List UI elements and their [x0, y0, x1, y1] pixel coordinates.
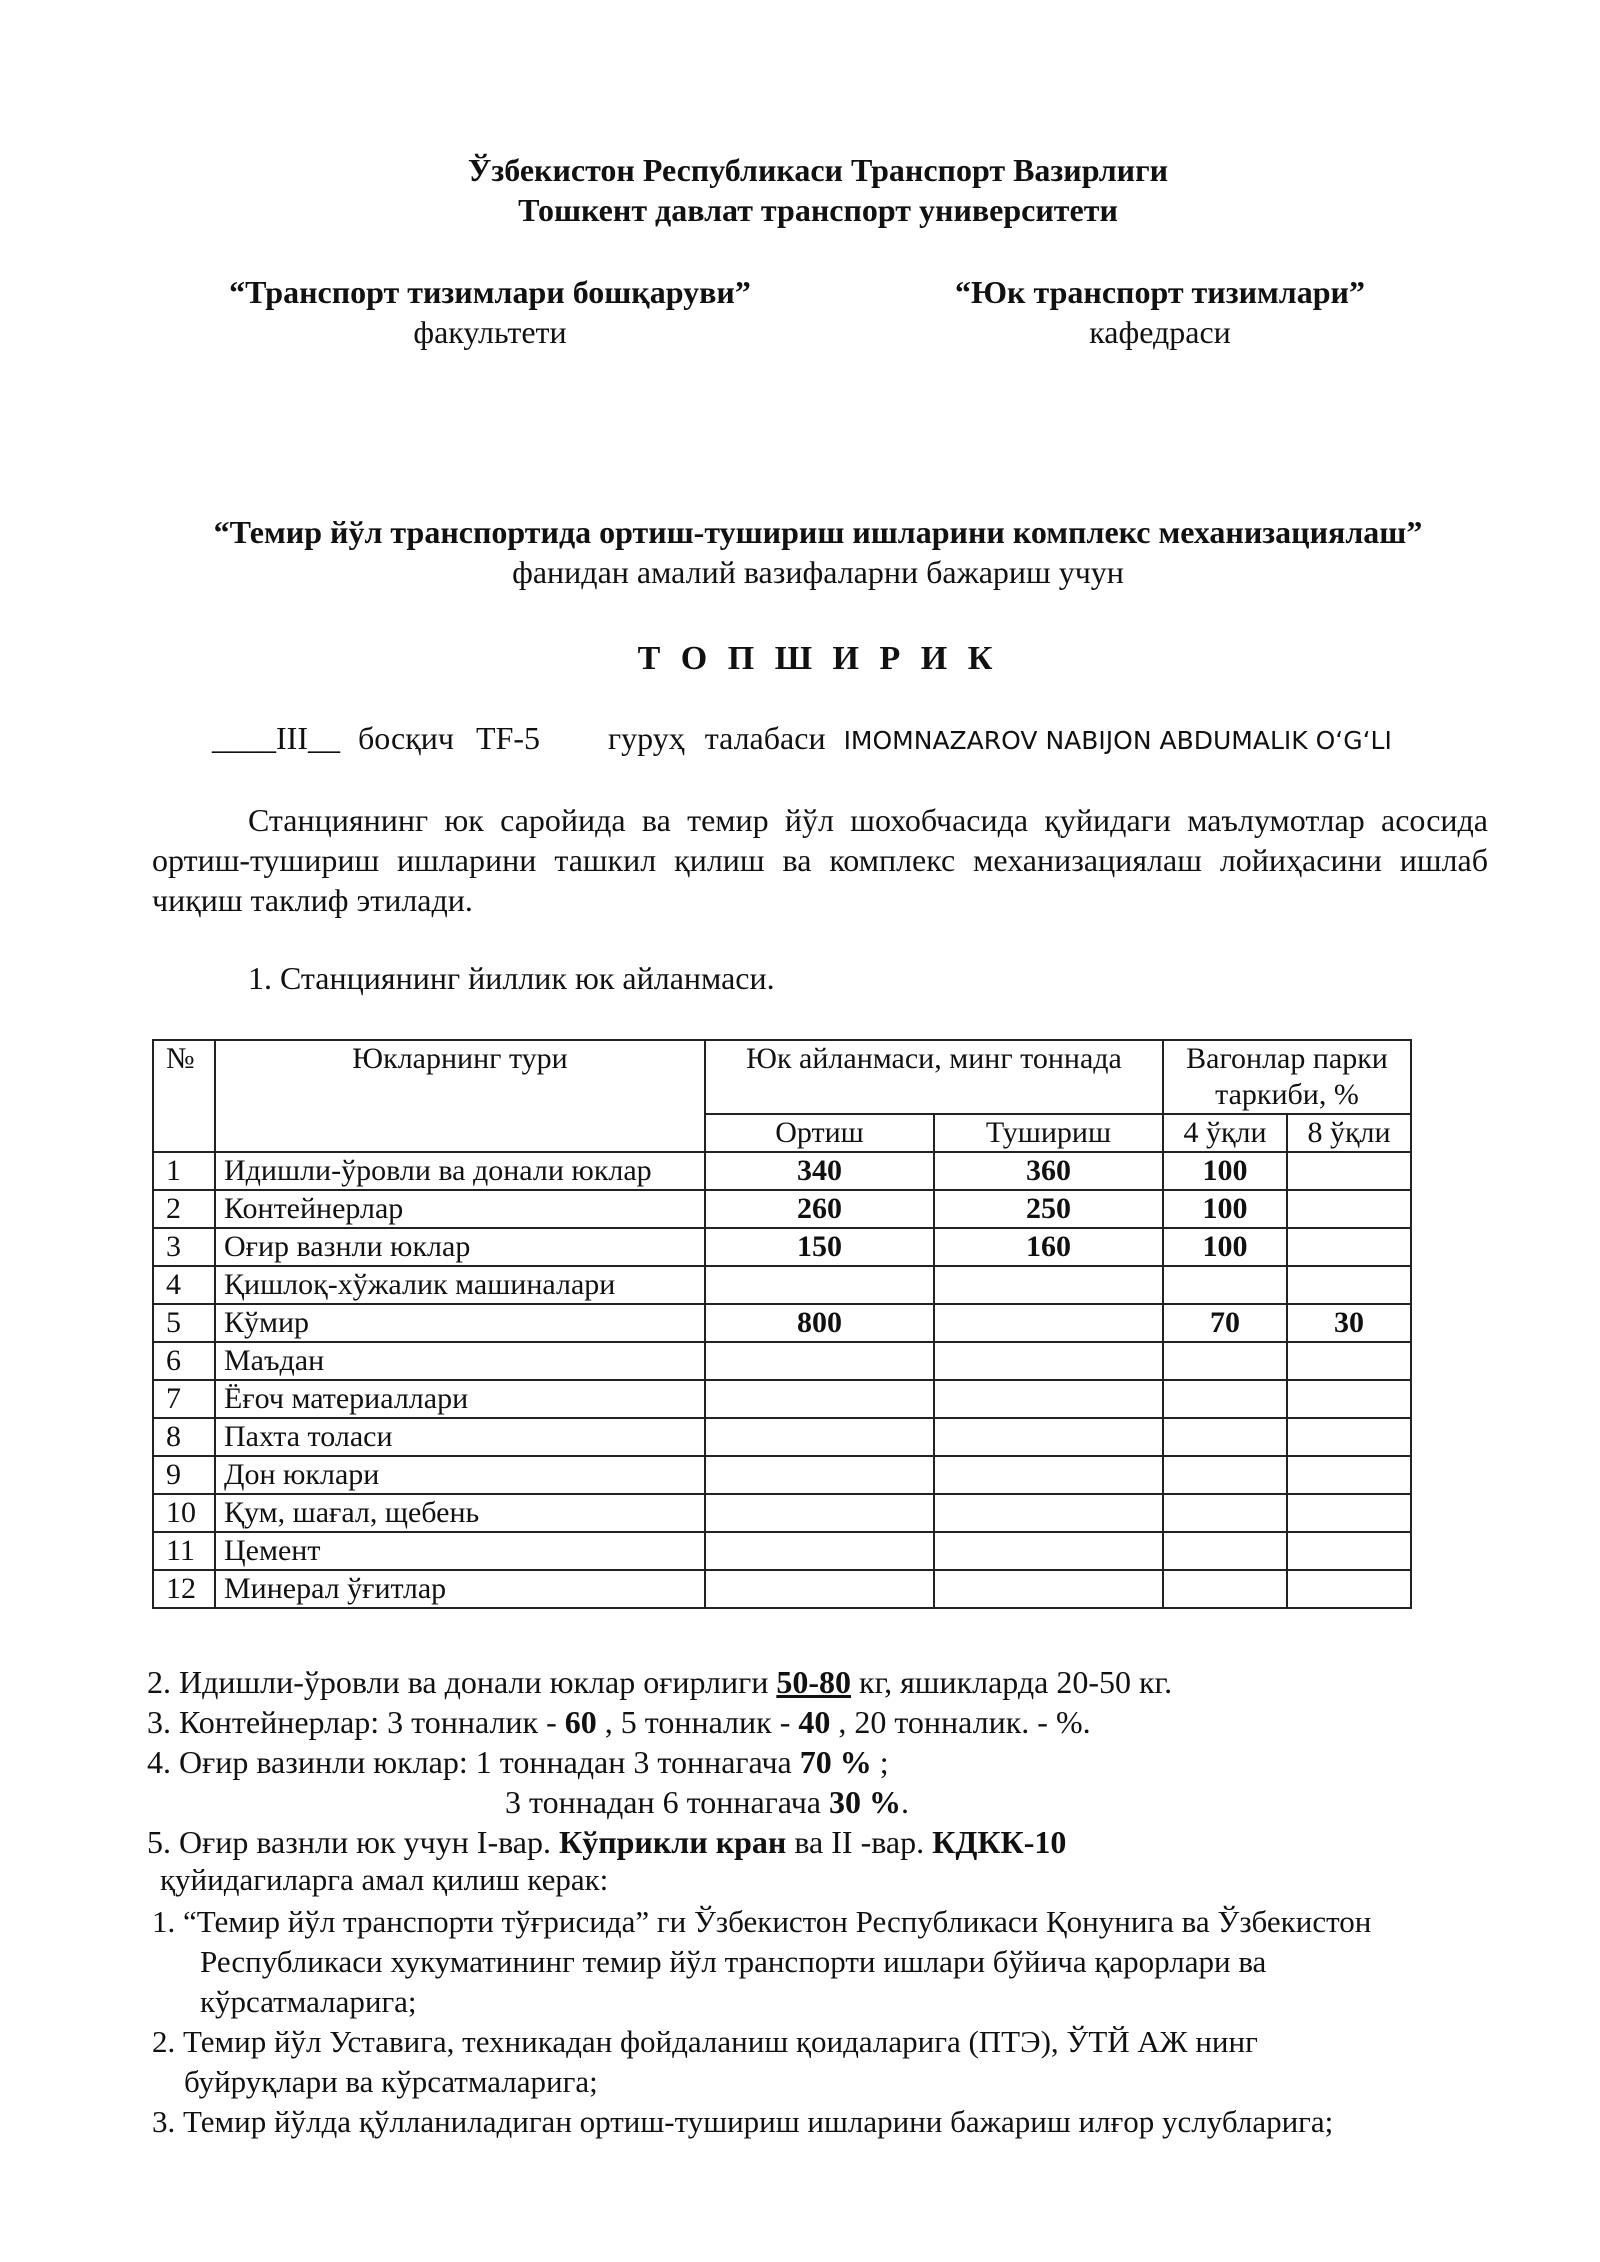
item3-line — [147, 1702, 1091, 1742]
item5-v1: Кўприкли кран — [558, 1824, 787, 1860]
rule-1-line2: Республикаси хукуматининг темир йўл транспорти ишлари бўйича қарорлари ва — [200, 1944, 1267, 1979]
item5-a: 5. Оғир вазнли юк учун I-вар. — [147, 1824, 559, 1860]
header-turnover: Юк айланмаси, минг тоннада — [705, 1040, 1163, 1114]
item2-line — [147, 1662, 1172, 1702]
row-number: 7 — [153, 1380, 215, 1418]
row-axle8: 30 — [1287, 1304, 1411, 1342]
row-cargo-type: Пахта толаси — [215, 1418, 705, 1456]
table-row — [153, 1570, 1411, 1608]
item4-line — [147, 1742, 889, 1782]
university-heading: Тошкент давлат транспорт университети — [518, 192, 1118, 228]
item5-line — [147, 1822, 1066, 1862]
row-axle4 — [1163, 1570, 1287, 1608]
row-axle8 — [1287, 1418, 1411, 1456]
student-name: IMOMNAZAROV NABIJON ABDUMALIK O‘G‘LI — [843, 726, 1392, 755]
faculty-label: факультети — [413, 314, 567, 350]
stage-value: III — [276, 720, 308, 756]
row-number: 9 — [153, 1456, 215, 1494]
row-axle4 — [1163, 1532, 1287, 1570]
row-axle8 — [1287, 1342, 1411, 1380]
row-axle4 — [1163, 1342, 1287, 1380]
item2-value: 50-80 — [776, 1664, 852, 1700]
row-axle4: 70 — [1163, 1304, 1287, 1342]
row-number: 5 — [153, 1304, 215, 1342]
table-row — [153, 1152, 1411, 1190]
stage-blank-before: ____ — [212, 720, 276, 756]
row-load — [705, 1494, 934, 1532]
item4-c: 3 тоннадан 6 тоннагача — [505, 1784, 829, 1820]
student-label: талабаси — [704, 720, 826, 756]
item4-v2: 30 % — [828, 1784, 901, 1820]
intro-text: Станциянинг юк саройида ва темир йўл шохобчасида қуйидаги маълумотлар асосида ортиш-тушириш ишларини ташкил қилиш ва комплекс механизациялаш лойиҳасини ишлаб чиқиш таклиф этилади. — [152, 802, 1488, 918]
row-cargo-type: Оғир вазнли юклар — [215, 1228, 705, 1266]
rule-1-line1: 1. “Темир йўл транспорти тўғрисида” ги Ўзбекистон Республикаси Қонунига ва Ўзбекистон — [152, 1904, 1372, 1939]
row-axle4: 100 — [1163, 1228, 1287, 1266]
table-row — [153, 1304, 1411, 1342]
row-load: 260 — [705, 1190, 934, 1228]
row-axle8 — [1287, 1266, 1411, 1304]
row-unload — [934, 1266, 1163, 1304]
row-load — [705, 1570, 934, 1608]
row-unload — [934, 1532, 1163, 1570]
row-cargo-type: Минерал ўғитлар — [215, 1570, 705, 1608]
faculty-name: “Транспорт тизимлари бошқаруви” — [229, 274, 751, 310]
group-value: TF-5 — [476, 720, 541, 756]
table-row — [153, 1266, 1411, 1304]
row-axle8 — [1287, 1380, 1411, 1418]
row-number: 8 — [153, 1418, 215, 1456]
row-axle4 — [1163, 1456, 1287, 1494]
row-load — [705, 1342, 934, 1380]
table-row — [153, 1532, 1411, 1570]
row-number: 2 — [153, 1190, 215, 1228]
header-fleet: Вагонлар парки таркиби, % — [1163, 1040, 1411, 1114]
rule-2-line1: 2. Темир йўл Уставига, техникадан фойдаланиш қоидаларига (ПТЭ), ЎТЙ АЖ нинг — [152, 2024, 1258, 2059]
department-label: кафедраси — [1089, 314, 1231, 350]
table-row — [153, 1228, 1411, 1266]
header-axle4: 4 ўқли — [1163, 1114, 1287, 1152]
item3-v2: 40 — [798, 1704, 831, 1740]
row-unload — [934, 1570, 1163, 1608]
item4-d: . — [900, 1784, 909, 1820]
item4-a: 4. Оғир вазинли юклар: 1 тоннадан 3 тоннагача — [147, 1744, 800, 1780]
table-body — [153, 1152, 1411, 1608]
rule-1-line3: кўрсатмаларига; — [200, 1984, 417, 2019]
row-number: 4 — [153, 1266, 215, 1304]
row-cargo-type: Маъдан — [215, 1342, 705, 1380]
row-number: 3 — [153, 1228, 215, 1266]
row-axle4 — [1163, 1418, 1287, 1456]
task-title: Т О П Ш И Р И К — [637, 640, 999, 677]
table-row — [153, 1456, 1411, 1494]
table-row — [153, 1342, 1411, 1380]
section1-title: 1. Станциянинг йиллик юк айланмаси. — [248, 960, 775, 996]
header-no: № — [153, 1040, 215, 1152]
ministry-heading: Ўзбекистон Республикаси Транспорт Вазирлиги — [467, 152, 1169, 188]
subject-title: “Темир йўл транспортида ортиш-тушириш ишларини комплекс механизациялаш” — [213, 514, 1423, 550]
group-label: гуруҳ — [608, 720, 685, 756]
table-header-row — [153, 1040, 1411, 1114]
stage-blank-after: __ — [307, 720, 340, 756]
item4-v1: 70 % — [799, 1744, 872, 1780]
row-axle8 — [1287, 1494, 1411, 1532]
item5-b: ва II -вар. — [786, 1824, 933, 1860]
item3-c: , 20 тонналик. - %. — [830, 1704, 1091, 1740]
row-unload — [934, 1418, 1163, 1456]
item4-line2 — [505, 1782, 909, 1822]
department-name: “Юк транспорт тизимлари” — [955, 274, 1365, 310]
row-axle8 — [1287, 1152, 1411, 1190]
row-axle4 — [1163, 1494, 1287, 1532]
row-unload — [934, 1456, 1163, 1494]
row-unload — [934, 1494, 1163, 1532]
row-load: 150 — [705, 1228, 934, 1266]
row-load — [705, 1266, 934, 1304]
row-axle4 — [1163, 1380, 1287, 1418]
row-axle8 — [1287, 1456, 1411, 1494]
row-number: 11 — [153, 1532, 215, 1570]
row-cargo-type: Қишлоқ-хўжалик машиналари — [215, 1266, 705, 1304]
row-axle8 — [1287, 1532, 1411, 1570]
item2-after: кг, яшикларда 20-50 кг. — [851, 1664, 1173, 1700]
row-load — [705, 1532, 934, 1570]
row-unload: 250 — [934, 1190, 1163, 1228]
row-cargo-type: Ёғоч материаллари — [215, 1380, 705, 1418]
item3-v1: 60 — [564, 1704, 597, 1740]
row-load: 800 — [705, 1304, 934, 1342]
row-cargo-type: Кўмир — [215, 1304, 705, 1342]
row-axle4: 100 — [1163, 1152, 1287, 1190]
rules-lead: қуйидагиларга амал қилиш керак: — [160, 1862, 609, 1897]
stage-label: босқич — [357, 720, 455, 756]
cargo-turnover-table — [152, 1039, 1412, 1609]
row-load: 340 — [705, 1152, 934, 1190]
item2-before: 2. Идишли-ўровли ва донали юклар оғирлиги — [147, 1664, 777, 1700]
item3-a: 3. Контейнерлар: 3 тонналик - — [147, 1704, 565, 1740]
item5-v2: КДКК-10 — [932, 1824, 1067, 1860]
row-cargo-type: Қум, шағал, щебень — [215, 1494, 705, 1532]
student-line — [212, 718, 1392, 761]
row-axle8 — [1287, 1570, 1411, 1608]
intro-paragraph — [152, 800, 1488, 920]
row-unload — [934, 1304, 1163, 1342]
header-axle8: 8 ўқли — [1287, 1114, 1411, 1152]
row-axle4 — [1163, 1266, 1287, 1304]
row-cargo-type: Дон юклари — [215, 1456, 705, 1494]
table-row — [153, 1418, 1411, 1456]
item4-b: ; — [871, 1744, 889, 1780]
row-cargo-type: Контейнерлар — [215, 1190, 705, 1228]
table-row — [153, 1494, 1411, 1532]
header-cargo-type: Юкларнинг тури — [215, 1040, 705, 1152]
row-axle4: 100 — [1163, 1190, 1287, 1228]
row-number: 12 — [153, 1570, 215, 1608]
header-unload: Тушириш — [934, 1114, 1163, 1152]
rule-3-line: 3. Темир йўлда қўлланиладиган ортиш-тушириш ишларини бажариш илғор услубларига; — [152, 2104, 1334, 2139]
row-unload — [934, 1380, 1163, 1418]
table-row — [153, 1190, 1411, 1228]
row-axle8 — [1287, 1190, 1411, 1228]
row-load — [705, 1456, 934, 1494]
row-number: 1 — [153, 1152, 215, 1190]
row-number: 10 — [153, 1494, 215, 1532]
row-unload: 160 — [934, 1228, 1163, 1266]
rule-2-line2: буйруқлари ва кўрсатмаларига; — [184, 2064, 598, 2099]
row-load — [705, 1418, 934, 1456]
row-unload — [934, 1342, 1163, 1380]
header-load: Ортиш — [705, 1114, 934, 1152]
item3-b: , 5 тонналик - — [596, 1704, 799, 1740]
table-row — [153, 1380, 1411, 1418]
subject-subtitle: фанидан амалий вазифаларни бажариш учун — [512, 554, 1124, 590]
row-number: 6 — [153, 1342, 215, 1380]
row-cargo-type: Цемент — [215, 1532, 705, 1570]
row-axle8 — [1287, 1228, 1411, 1266]
row-load — [705, 1380, 934, 1418]
row-cargo-type: Идишли-ўровли ва донали юклар — [215, 1152, 705, 1190]
row-unload: 360 — [934, 1152, 1163, 1190]
